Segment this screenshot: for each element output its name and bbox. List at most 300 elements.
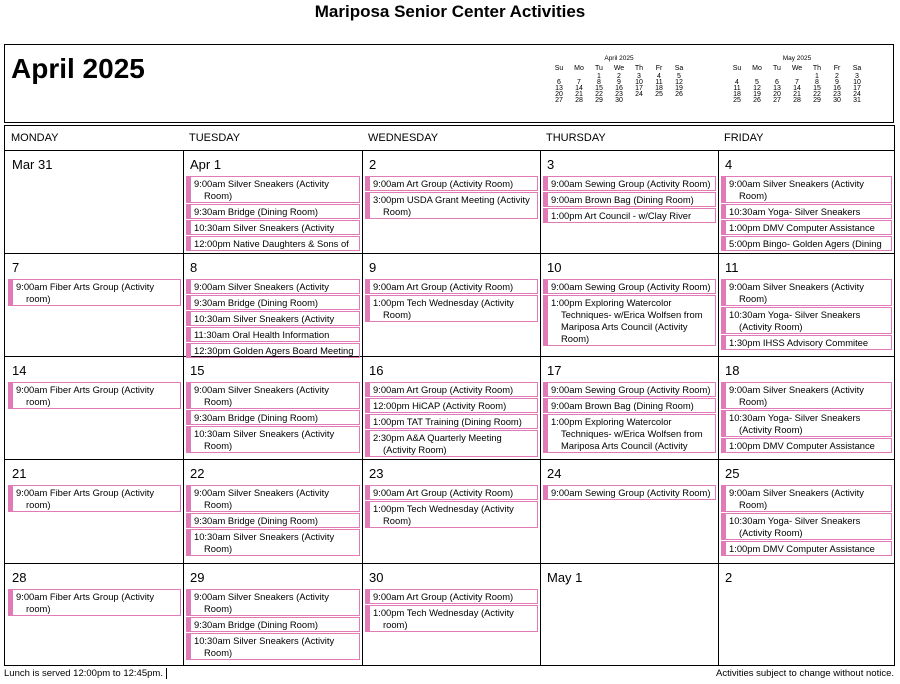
mini-calendar-day: 20	[555, 91, 563, 98]
mini-calendar-weekday: Tu	[595, 65, 603, 72]
mini-calendar-day: 19	[675, 85, 683, 92]
event-item[interactable]	[186, 513, 360, 528]
mini-calendar-day: 15	[813, 85, 821, 92]
mini-calendar-day: 9	[617, 79, 621, 86]
event-text: 1:00pm Art Council - w/Clay River	[551, 210, 692, 221]
mini-calendar-title: April 2025	[604, 55, 634, 62]
day-number: 15	[190, 363, 205, 378]
day-number: 14	[12, 363, 27, 378]
mini-calendar-day: 20	[773, 91, 781, 98]
mini-calendar-weekday: Sa	[674, 65, 684, 72]
mini-calendar-day: 11	[655, 79, 663, 86]
event-text: 1:00pm TAT Training (Dining Room)	[373, 416, 522, 427]
day-cell[interactable]	[719, 151, 894, 253]
day-number: 25	[725, 466, 740, 481]
day-cell[interactable]	[184, 460, 362, 563]
event-text: 9:00am Sewing Group (Activity Room)	[551, 487, 711, 498]
day-cell[interactable]	[363, 357, 540, 459]
event-text: 12:00pm Native Daughters & Sons of	[194, 238, 349, 249]
event-text: 9:00am Fiber Arts Group (Activity	[16, 281, 155, 292]
event-text: 9:00am Art Group (Activity Room)	[373, 178, 514, 189]
day-number: 8	[190, 260, 198, 275]
mini-calendar-day: 5	[755, 79, 759, 86]
event-text: 3:00pm USDA Grant Meeting (Activity	[373, 194, 530, 205]
mini-calendar-day: 16	[833, 85, 841, 92]
event-item[interactable]	[365, 605, 538, 632]
mini-calendar-day: 14	[575, 85, 583, 92]
event-text: room)	[383, 619, 408, 630]
event-text: 10:30am Silver Sneakers (Activity	[194, 635, 335, 646]
event-list	[186, 382, 360, 454]
event-text: Room)	[204, 190, 233, 201]
event-text: room)	[26, 293, 51, 304]
mini-calendar-day: 7	[577, 79, 581, 86]
mini-calendar-day: 1	[597, 73, 601, 80]
event-item[interactable]	[721, 513, 892, 540]
mini-calendar-day: 4	[735, 79, 739, 86]
mini-calendar-day: 22	[813, 91, 821, 98]
mini-calendar-weekday: We	[791, 65, 803, 72]
mini-calendar-day: 12	[753, 85, 761, 92]
day-number: 10	[547, 260, 562, 275]
mini-calendar-day: 11	[733, 85, 741, 92]
mini-calendar-day: 1	[815, 73, 819, 80]
weekday-header-monday: MONDAY	[11, 132, 59, 144]
event-item[interactable]	[543, 279, 716, 294]
event-text: Room)	[739, 293, 768, 304]
day-number: 22	[190, 466, 205, 481]
footer-disclaimer: Activities subject to change without notice.	[716, 668, 894, 679]
event-text: 1:00pm Exploring Watercolor	[551, 416, 672, 427]
day-cell[interactable]	[6, 564, 183, 666]
event-item[interactable]	[186, 343, 360, 358]
event-item[interactable]	[721, 410, 892, 437]
event-text: (Activity Room)	[383, 444, 447, 455]
event-text: Room)	[383, 309, 412, 320]
event-list	[186, 279, 360, 359]
event-text: 9:00am Fiber Arts Group (Activity	[16, 591, 155, 602]
event-list	[8, 485, 181, 513]
weekday-header-thursday: THURSDAY	[546, 132, 606, 144]
mini-calendar-day: 10	[853, 79, 861, 86]
event-text: room)	[26, 396, 51, 407]
event-text: 1:00pm DMV Computer Assistance	[729, 222, 875, 233]
event-text: 9:00am Sewing Group (Activity Room)	[551, 281, 711, 292]
event-text: (Activity Room)	[739, 527, 803, 538]
day-number: 30	[369, 570, 384, 585]
day-number: 29	[190, 570, 205, 585]
event-item[interactable]	[186, 236, 360, 251]
event-text: 9:00am Silver Sneakers (Activity	[729, 178, 864, 189]
day-cell[interactable]	[6, 357, 183, 459]
event-text: 10:30am Yoga- Silver Sneakers	[729, 206, 861, 217]
event-item[interactable]	[365, 485, 538, 500]
day-cell[interactable]	[719, 460, 894, 563]
day-cell[interactable]	[363, 151, 540, 253]
event-text: 10:30am Silver Sneakers (Activity	[194, 222, 335, 233]
mini-calendar-day: 22	[595, 91, 603, 98]
event-item[interactable]	[186, 176, 360, 203]
day-cell[interactable]	[184, 151, 362, 253]
mini-calendar-day: 10	[635, 79, 643, 86]
day-cell[interactable]	[363, 460, 540, 563]
mini-calendar-day: 6	[775, 79, 779, 86]
event-item[interactable]	[186, 295, 360, 310]
mini-calendar-day: 2	[835, 73, 839, 80]
weekday-header-wednesday: WEDNESDAY	[368, 132, 439, 144]
event-text: 1:00pm Exploring Watercolor	[551, 297, 672, 308]
mini-calendar-day: 26	[753, 97, 761, 104]
day-number: 7	[12, 260, 20, 275]
mini-calendar-day: 24	[635, 91, 643, 98]
mini-calendar-day: 15	[595, 85, 603, 92]
event-item[interactable]	[186, 279, 360, 294]
event-text: 9:00am Fiber Arts Group (Activity	[16, 487, 155, 498]
event-item[interactable]	[365, 414, 538, 429]
event-text: 5:00pm Bingo- Golden Agers (Dining	[729, 238, 882, 249]
mini-calendar-may	[727, 55, 867, 104]
event-text: Room)	[561, 333, 590, 344]
mini-calendar-day: 28	[575, 97, 583, 104]
mini-calendar-weekday: Su	[554, 65, 564, 72]
mini-calendar-day: 31	[853, 97, 861, 104]
page-title: Mariposa Senior Center Activities	[314, 2, 586, 21]
day-number: 28	[12, 570, 27, 585]
event-item[interactable]	[543, 176, 716, 191]
event-item[interactable]	[721, 335, 892, 350]
event-item[interactable]	[186, 204, 360, 219]
event-text: 9:00am Sewing Group (Activity Room)	[551, 178, 711, 189]
event-list	[543, 382, 716, 454]
event-text: Techniques- w/Erica Wolfsen from	[561, 309, 703, 320]
event-list	[365, 589, 538, 633]
event-item[interactable]	[543, 398, 716, 413]
mini-calendar-day: 25	[733, 97, 741, 104]
day-number: 18	[725, 363, 740, 378]
event-text: 12:30pm Golden Agers Board Meeting	[194, 345, 354, 356]
mini-calendar-day: 8	[815, 79, 819, 86]
event-list	[543, 485, 716, 501]
day-number: 11	[725, 260, 739, 275]
event-list	[721, 279, 892, 351]
event-text: 1:30pm IHSS Advisory Commitee	[729, 337, 869, 348]
mini-calendar-day: 27	[773, 97, 781, 104]
mini-calendar-day: 21	[575, 91, 583, 98]
event-list	[543, 176, 716, 224]
mini-calendar-day: 17	[853, 85, 861, 92]
event-list	[186, 485, 360, 557]
mini-calendar-april	[549, 55, 689, 104]
event-text: 9:30am Bridge (Dining Room)	[194, 297, 319, 308]
mini-calendar-weekday: Mo	[574, 65, 584, 72]
event-text: 9:00am Silver Sneakers (Activity	[194, 487, 329, 498]
event-text: Room)	[739, 499, 768, 510]
event-text: 9:00am Brown Bag (Dining Room)	[551, 400, 694, 411]
event-item[interactable]	[186, 327, 360, 342]
day-number: 9	[369, 260, 377, 275]
mini-calendar-day: 21	[793, 91, 801, 98]
mini-calendar-day: 3	[855, 73, 859, 80]
mini-calendar-day	[649, 98, 669, 104]
event-text: room)	[26, 603, 51, 614]
event-list	[8, 589, 181, 617]
event-text: 10:30am Yoga- Silver Sneakers	[729, 412, 861, 423]
day-number: 21	[12, 466, 27, 481]
day-number: 17	[547, 363, 562, 378]
day-number: 24	[547, 466, 562, 481]
event-list	[721, 176, 892, 252]
event-item[interactable]	[186, 382, 360, 409]
mini-calendar-weekday: Th	[634, 65, 644, 72]
event-text: Room)	[204, 440, 233, 451]
event-text: 9:30am Bridge (Dining Room)	[194, 619, 319, 630]
weekday-header-tuesday: TUESDAY	[189, 132, 241, 144]
event-list	[8, 279, 181, 307]
day-number: May 1	[547, 570, 583, 585]
event-text: 1:00pm DMV Computer Assistance	[729, 440, 875, 451]
mini-calendar-day: 26	[675, 91, 683, 98]
event-item[interactable]	[365, 192, 538, 219]
event-text: Room)	[383, 515, 412, 526]
day-cell[interactable]	[6, 460, 183, 563]
mini-calendar-day: 5	[677, 73, 681, 80]
event-text: 10:30am Silver Sneakers (Activity	[194, 531, 335, 542]
event-text: Mariposa Arts Council (Activity	[561, 440, 688, 451]
mini-calendar-day: 30	[615, 97, 623, 104]
event-text: 9:00am Silver Sneakers (Activity	[194, 591, 329, 602]
mini-calendar-day: 3	[637, 73, 641, 80]
mini-calendar-day: 18	[655, 85, 663, 92]
event-item[interactable]	[8, 485, 181, 512]
event-text: Room)	[204, 543, 233, 554]
day-number: 2	[369, 157, 377, 172]
event-item[interactable]	[721, 307, 892, 334]
day-cell[interactable]	[184, 564, 362, 666]
event-text: Room)	[204, 499, 233, 510]
day-number: 4	[725, 157, 733, 172]
day-cell[interactable]	[541, 460, 718, 563]
event-text: Techniques- w/Erica Wolfsen from	[561, 428, 703, 439]
event-text: 9:00am Art Group (Activity Room)	[373, 281, 514, 292]
month-header	[4, 44, 894, 123]
event-item[interactable]	[8, 589, 181, 616]
mini-calendar-day: 4	[657, 73, 661, 80]
event-item[interactable]	[721, 382, 892, 409]
event-text: 9:00am Sewing Group (Activity Room)	[551, 384, 711, 395]
mini-calendar-day: 29	[813, 97, 821, 104]
day-cell[interactable]	[184, 254, 362, 356]
day-number: Apr 1	[190, 157, 222, 172]
mini-calendar-weekday: Tu	[773, 65, 781, 72]
event-text: Mariposa Arts Council (Activity	[561, 321, 688, 332]
weekday-header-friday: FRIDAY	[724, 132, 764, 144]
event-text: 10:30am Yoga- Silver Sneakers	[729, 515, 861, 526]
event-item[interactable]	[186, 220, 360, 235]
event-text: 1:00pm Tech Wednesday (Activity	[373, 503, 514, 514]
event-item[interactable]	[8, 279, 181, 306]
event-item[interactable]	[721, 204, 892, 219]
event-item[interactable]	[365, 279, 538, 294]
event-list	[365, 279, 538, 323]
event-text: 10:30am Silver Sneakers (Activity	[194, 428, 335, 439]
event-item[interactable]	[8, 382, 181, 409]
event-item[interactable]	[721, 176, 892, 203]
mini-calendar-day: 17	[635, 85, 643, 92]
event-item[interactable]	[543, 414, 716, 453]
mini-calendar-day: 28	[793, 97, 801, 104]
day-cell[interactable]	[6, 151, 183, 253]
month-title: April 2025	[11, 53, 145, 84]
event-list	[365, 485, 538, 529]
mini-calendar-day: 19	[753, 91, 761, 98]
day-cell[interactable]	[541, 564, 718, 666]
mini-calendar-day: 24	[853, 91, 861, 98]
event-text: 9:30am Bridge (Dining Room)	[194, 515, 319, 526]
event-text: 9:00am Brown Bag (Dining Room)	[551, 194, 694, 205]
event-item[interactable]	[365, 295, 538, 322]
event-item[interactable]	[543, 192, 716, 207]
event-item[interactable]	[186, 311, 360, 326]
event-list	[721, 382, 892, 454]
event-text: 9:00am Art Group (Activity Room)	[373, 591, 514, 602]
event-item[interactable]	[543, 295, 716, 346]
event-text: Room)	[204, 603, 233, 614]
mini-calendar-title: May 2025	[782, 55, 812, 62]
mini-calendar-weekday: Sa	[852, 65, 862, 72]
footer-lunch-note: Lunch is served 12:00pm to 12:45pm.	[4, 668, 167, 679]
day-cell[interactable]	[363, 254, 540, 356]
event-text: 10:30am Silver Sneakers (Activity	[194, 313, 335, 324]
event-text: 1:00pm Tech Wednesday (Activity	[373, 297, 514, 308]
event-item[interactable]	[186, 485, 360, 512]
event-list	[543, 279, 716, 347]
event-text: Room)	[739, 396, 768, 407]
event-item[interactable]	[721, 541, 892, 556]
day-number: 16	[369, 363, 384, 378]
mini-calendar-day	[629, 98, 649, 104]
event-text: 12:00pm HiCAP (Activity Room)	[373, 400, 507, 411]
mini-calendar-weekday: We	[613, 65, 625, 72]
day-cell[interactable]	[719, 564, 894, 666]
event-item[interactable]	[721, 236, 892, 251]
event-item[interactable]	[365, 501, 538, 528]
event-text: (Activity Room)	[739, 424, 803, 435]
mini-calendar-day: 12	[675, 79, 683, 86]
event-text: 9:00am Silver Sneakers (Activity	[729, 281, 864, 292]
day-number: 2	[725, 570, 733, 585]
event-text: 9:00am Silver Sneakers (Activity	[729, 487, 864, 498]
day-cell[interactable]	[363, 564, 540, 666]
mini-calendar-weekday: Fr	[655, 65, 663, 72]
mini-calendar-day: 2	[617, 73, 621, 80]
event-text: (Activity Room)	[739, 321, 803, 332]
mini-calendar-day: 6	[557, 79, 561, 86]
event-text: 9:00am Fiber Arts Group (Activity	[16, 384, 155, 395]
event-item[interactable]	[721, 485, 892, 512]
event-text: 9:30am Bridge (Dining Room)	[194, 412, 319, 423]
mini-calendar-day: 18	[733, 91, 741, 98]
event-text: 2:30pm A&A Quarterly Meeting	[373, 432, 502, 443]
day-cell[interactable]	[6, 254, 183, 356]
mini-calendar-day: 23	[833, 91, 841, 98]
mini-calendar-day	[669, 98, 689, 104]
mini-calendar-day: 29	[595, 97, 603, 104]
day-number: 23	[369, 466, 384, 481]
event-text: 9:00am Art Group (Activity Room)	[373, 384, 514, 395]
event-text: 9:00am Silver Sneakers (Activity	[194, 281, 329, 292]
day-number: 3	[547, 157, 555, 172]
mini-calendar-day: 30	[833, 97, 841, 104]
event-text: 9:00am Silver Sneakers (Activity	[194, 178, 329, 189]
event-item[interactable]	[186, 589, 360, 616]
day-cell[interactable]	[541, 151, 718, 253]
event-item[interactable]	[186, 426, 360, 453]
event-item[interactable]	[365, 382, 538, 397]
event-item[interactable]	[721, 279, 892, 306]
event-item[interactable]	[365, 398, 538, 413]
mini-calendar-day: 14	[793, 85, 801, 92]
event-text: room)	[26, 499, 51, 510]
mini-calendar-day: 9	[835, 79, 839, 86]
mini-calendar-day: 7	[795, 79, 799, 86]
mini-calendar-weekday: Fr	[833, 65, 841, 72]
day-cell[interactable]	[541, 254, 718, 356]
event-item[interactable]	[543, 485, 716, 500]
day-cell[interactable]	[184, 357, 362, 459]
event-item[interactable]	[543, 208, 716, 223]
event-item[interactable]	[186, 529, 360, 556]
calendar-grid	[4, 125, 895, 666]
event-text: 11:30am Oral Health Information	[194, 329, 330, 340]
event-text: Room)	[204, 647, 233, 658]
event-text: 1:00pm Tech Wednesday (Activity	[373, 607, 514, 618]
day-cell[interactable]	[541, 357, 718, 459]
event-text: 10:30am Yoga- Silver Sneakers	[729, 309, 861, 320]
mini-calendar-day: 23	[615, 91, 623, 98]
day-cell[interactable]	[719, 357, 894, 459]
event-text: 9:00am Silver Sneakers (Activity	[729, 384, 864, 395]
event-text: 9:30am Bridge (Dining Room)	[194, 206, 319, 217]
day-cell[interactable]	[719, 254, 894, 356]
mini-calendar-day: 25	[655, 91, 663, 98]
mini-calendar-day: 16	[615, 85, 623, 92]
event-item[interactable]	[721, 438, 892, 453]
day-number: Mar 31	[12, 157, 53, 172]
mini-calendar-day: 8	[597, 79, 601, 86]
event-list	[365, 382, 538, 458]
event-item[interactable]	[186, 617, 360, 632]
event-item[interactable]	[186, 410, 360, 425]
event-item[interactable]	[365, 430, 538, 457]
event-text: Room)	[383, 206, 412, 217]
event-list	[8, 382, 181, 410]
event-list	[365, 176, 538, 220]
mini-calendar-weekday: Th	[812, 65, 822, 72]
event-item[interactable]	[721, 220, 892, 235]
event-text: Room)	[204, 396, 233, 407]
event-item[interactable]	[365, 176, 538, 191]
mini-calendar-day: 13	[773, 85, 781, 92]
mini-calendar-day: 13	[555, 85, 563, 92]
event-item[interactable]	[186, 633, 360, 660]
event-text: 9:00am Silver Sneakers (Activity	[194, 384, 329, 395]
event-item[interactable]	[365, 589, 538, 604]
event-text: 1:00pm DMV Computer Assistance	[729, 543, 875, 554]
mini-calendar-day: 27	[555, 97, 563, 104]
event-text: 9:00am Art Group (Activity Room)	[373, 487, 514, 498]
event-list	[721, 485, 892, 557]
event-item[interactable]	[543, 382, 716, 397]
